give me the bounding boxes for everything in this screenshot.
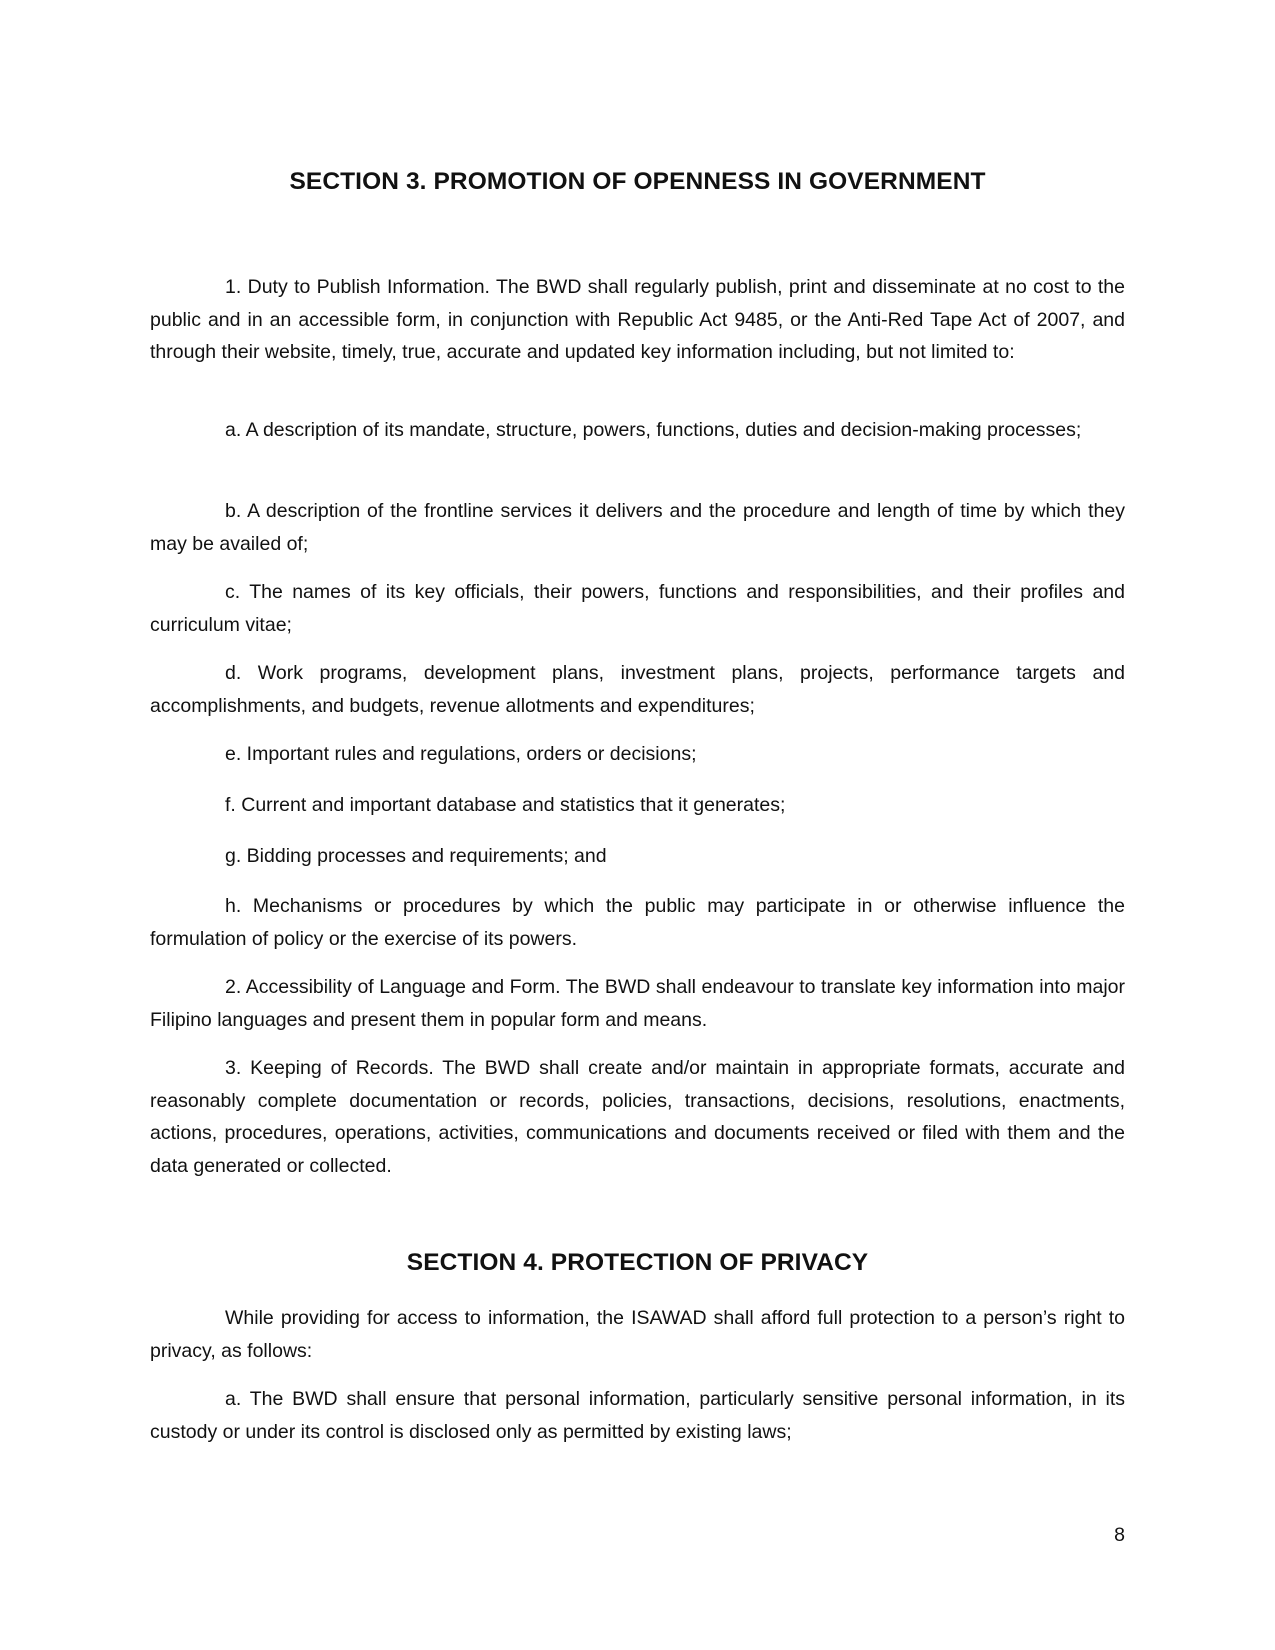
section-3-item-e: e. Important rules and regulations, orders or decisions; xyxy=(225,743,697,765)
section-3-item-a: a. A description of its mandate, structure, powers, functions, duties and decision-making processes; xyxy=(225,419,1082,441)
section-3-heading: SECTION 3. PROMOTION OF OPENNESS IN GOVERNMENT xyxy=(289,168,986,195)
document-page xyxy=(150,0,1125,1650)
section-3-paragraph-3: 3. Keeping of Records. The BWD shall create and/or maintain in appropriate formats, accurate and reasonably complete documentation or records, policies, transactions, decisions, resolutions, enactments, actions, procedures, operations, activities, communications and documents received or filed with them and the data generated or collected. xyxy=(150,1057,1125,1177)
section-3-paragraph-1: 1. Duty to Publish Information. The BWD shall regularly publish, print and disseminate at no cost to the public and in an accessible form, in conjunction with Republic Act 9485, or the Anti-Red Tape Act of 2007, and through their website, timely, true, accurate and updated key information including, but not limited to: xyxy=(150,276,1125,363)
section-3-paragraph-2: 2. Accessibility of Language and Form. The BWD shall endeavour to translate key information into major Filipino languages and present them in popular form and means. xyxy=(150,976,1125,1031)
section-3-item-f: f. Current and important database and statistics that it generates; xyxy=(225,794,786,816)
section-3-item-d: d. Work programs, development plans, investment plans, projects, performance targets and accomplishments, and budgets, revenue allotments and expenditures; xyxy=(150,662,1125,717)
section-3-item-c: c. The names of its key officials, their powers, functions and responsibilities, and their profiles and curriculum vitae; xyxy=(150,581,1125,636)
section-3-item-b: b. A description of the frontline services it delivers and the procedure and length of time by which they may be availed of; xyxy=(150,500,1125,555)
page-number: 8 xyxy=(1114,1524,1125,1546)
section-4-intro: While providing for access to information, the ISAWAD shall afford full protection to a person’s right to privacy, as follows: xyxy=(150,1307,1125,1362)
section-4-item-a: a. The BWD shall ensure that personal information, particularly sensitive personal information, in its custody or under its control is disclosed only as permitted by existing laws; xyxy=(150,1388,1125,1443)
section-4-heading: SECTION 4. PROTECTION OF PRIVACY xyxy=(406,1249,869,1276)
section-3-item-h: h. Mechanisms or procedures by which the public may participate in or otherwise influence the formulation of policy or the exercise of its powers. xyxy=(150,895,1125,950)
section-3-item-g: g. Bidding processes and requirements; and xyxy=(225,845,607,867)
